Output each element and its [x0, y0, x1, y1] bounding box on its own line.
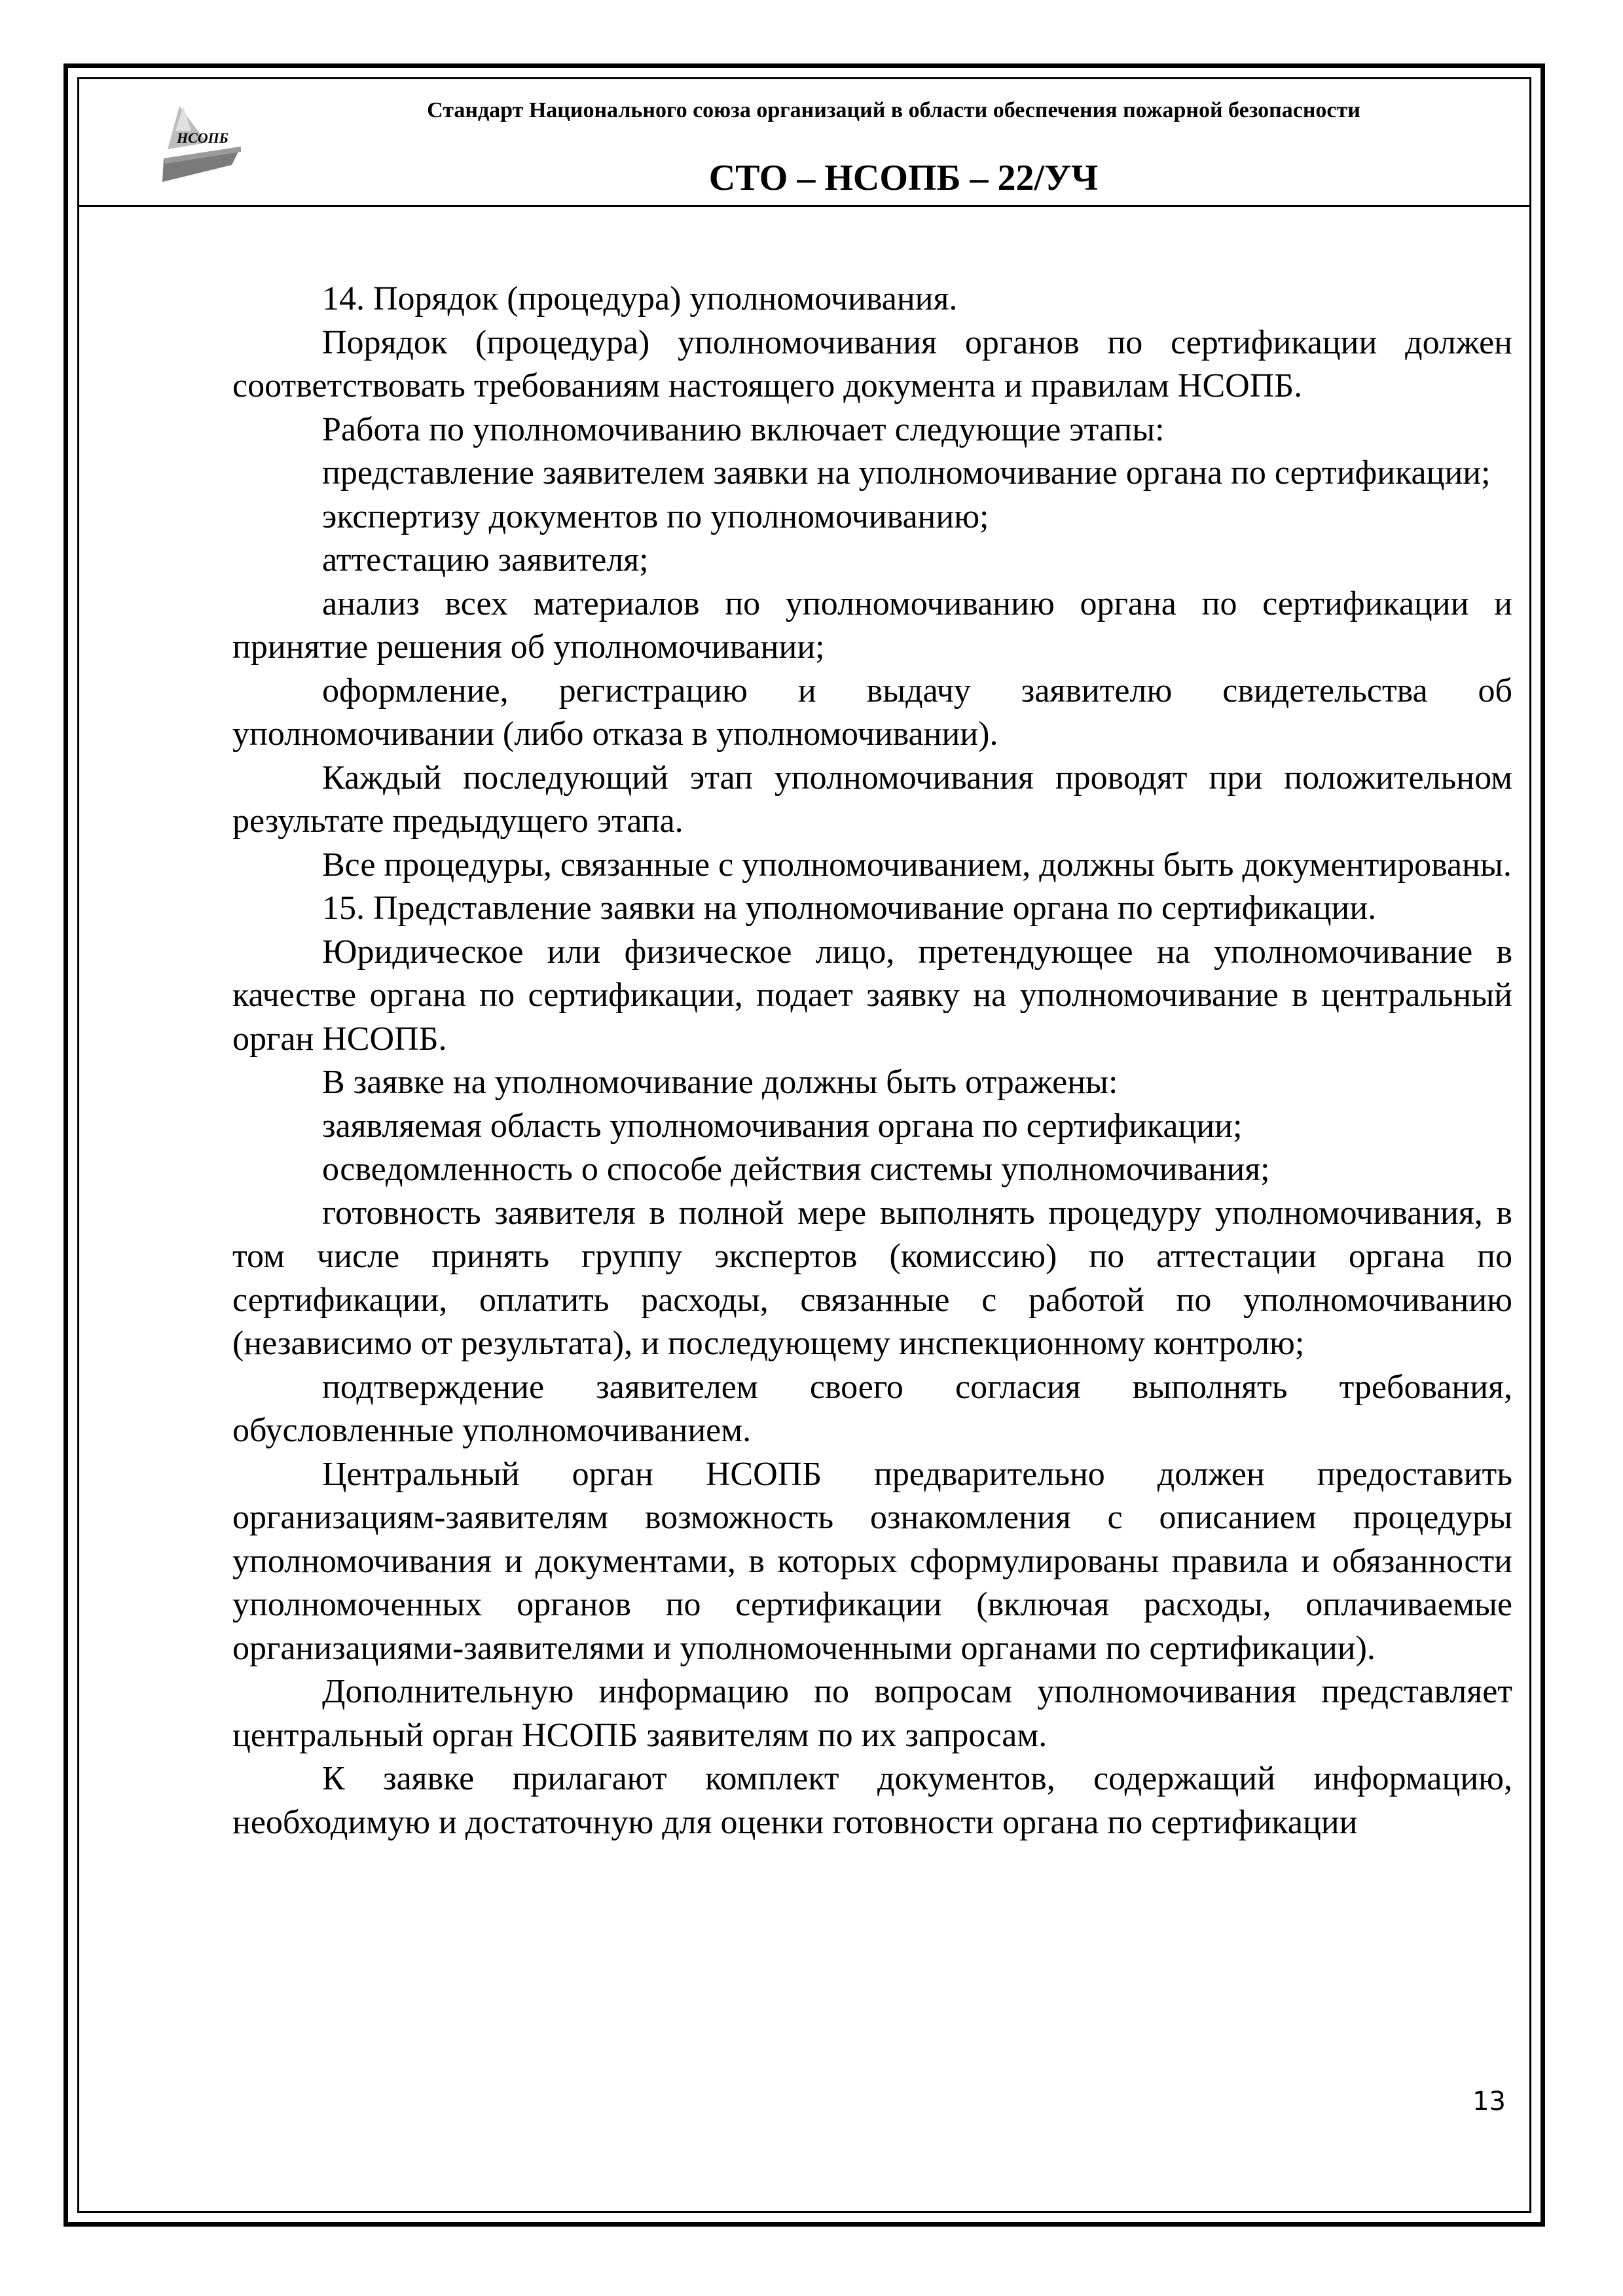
paragraph: К заявке прилагают комплект документов, содержащий информацию, необходимую и достаточную для оценки готовности органа по сертификации	[232, 1760, 1512, 1841]
header-rule	[77, 205, 1531, 207]
paragraph: Юридическое или физическое лицо, претендующее на уполномочивание в качестве органа по сертификации, подает заявку на уполномочивание в центральный орган НСОПБ.	[232, 933, 1512, 1058]
paragraph: заявляемая область уполномочивания органа по сертификации;	[322, 1107, 1243, 1145]
paragraph: оформление, регистрацию и выдачу заявителю свидетельства об уполномочивании (либо отказа в уполномочивании).	[232, 672, 1512, 753]
paragraph: подтверждение заявителем своего согласия выполнять требования, обусловленные уполномочиванием.	[232, 1368, 1512, 1449]
paragraph: готовность заявителя в полной мере выполнять процедуру уполномочивания, в том числе принять группу экспертов (комиссию) по аттестации органа по сертификации, оплатить расходы, связанные с работой по уполномочиванию (независимо от результата), и последующему инспекционному контролю;	[232, 1194, 1512, 1362]
paragraph: представление заявителем заявки на уполномочивание органа по сертификации;	[322, 454, 1491, 492]
paragraph: 14. Порядок (процедура) уполномочивания.	[322, 280, 958, 317]
paragraph: Все процедуры, связанные с уполномочиванием, должны быть документированы.	[322, 846, 1512, 884]
paragraph: Центральный орган НСОПБ предварительно должен предоставить организациям-заявителям возможность ознакомления с описанием процедуры уполномочивания и документами, в которых сформулированы правила и обязанности уполномоченных органов по сертификации (включая расходы, оплачиваемые организациями-заявителями и уполномоченными органами по сертификации).	[232, 1455, 1512, 1667]
org-standard-line: Стандарт Национального союза организаций в области обеспечения пожарной безопасности	[427, 98, 1360, 122]
nsopb-logo	[161, 105, 246, 190]
paragraph: Порядок (процедура) уполномочивания органов по сертификации должен соответствовать требованиям настоящего документа и правилам НСОПБ.	[232, 323, 1512, 404]
document-body	[232, 278, 1512, 1844]
page-number: 13	[1472, 2087, 1506, 2117]
paragraph: экспертизу документов по уполномочиванию;	[322, 497, 989, 535]
paragraph: 15. Представление заявки на уполномочивание органа по сертификации.	[322, 889, 1377, 927]
svg-text:НСОПБ: НСОПБ	[177, 130, 228, 146]
paragraph: Каждый последующий этап уполномочивания проводят при положительном результате предыдущего этапа.	[232, 759, 1512, 840]
paragraph: анализ всех материалов по уполномочиванию органа по сертификации и принятие решения об уполномочивании;	[232, 584, 1512, 666]
paragraph: Работа по уполномочиванию включает следующие этапы:	[322, 410, 1165, 448]
paragraph: осведомленность о способе действия системы уполномочивания;	[322, 1151, 1270, 1188]
paragraph: В заявке на уполномочивание должны быть отражены:	[322, 1064, 1118, 1101]
document-code: СТО – НСОПБ – 22/УЧ	[708, 158, 1099, 198]
paragraph: аттестацию заявителя;	[322, 541, 649, 579]
paragraph: Дополнительную информацию по вопросам уполномочивания представляет центральный орган НСОПБ заявителям по их запросам.	[232, 1673, 1512, 1754]
